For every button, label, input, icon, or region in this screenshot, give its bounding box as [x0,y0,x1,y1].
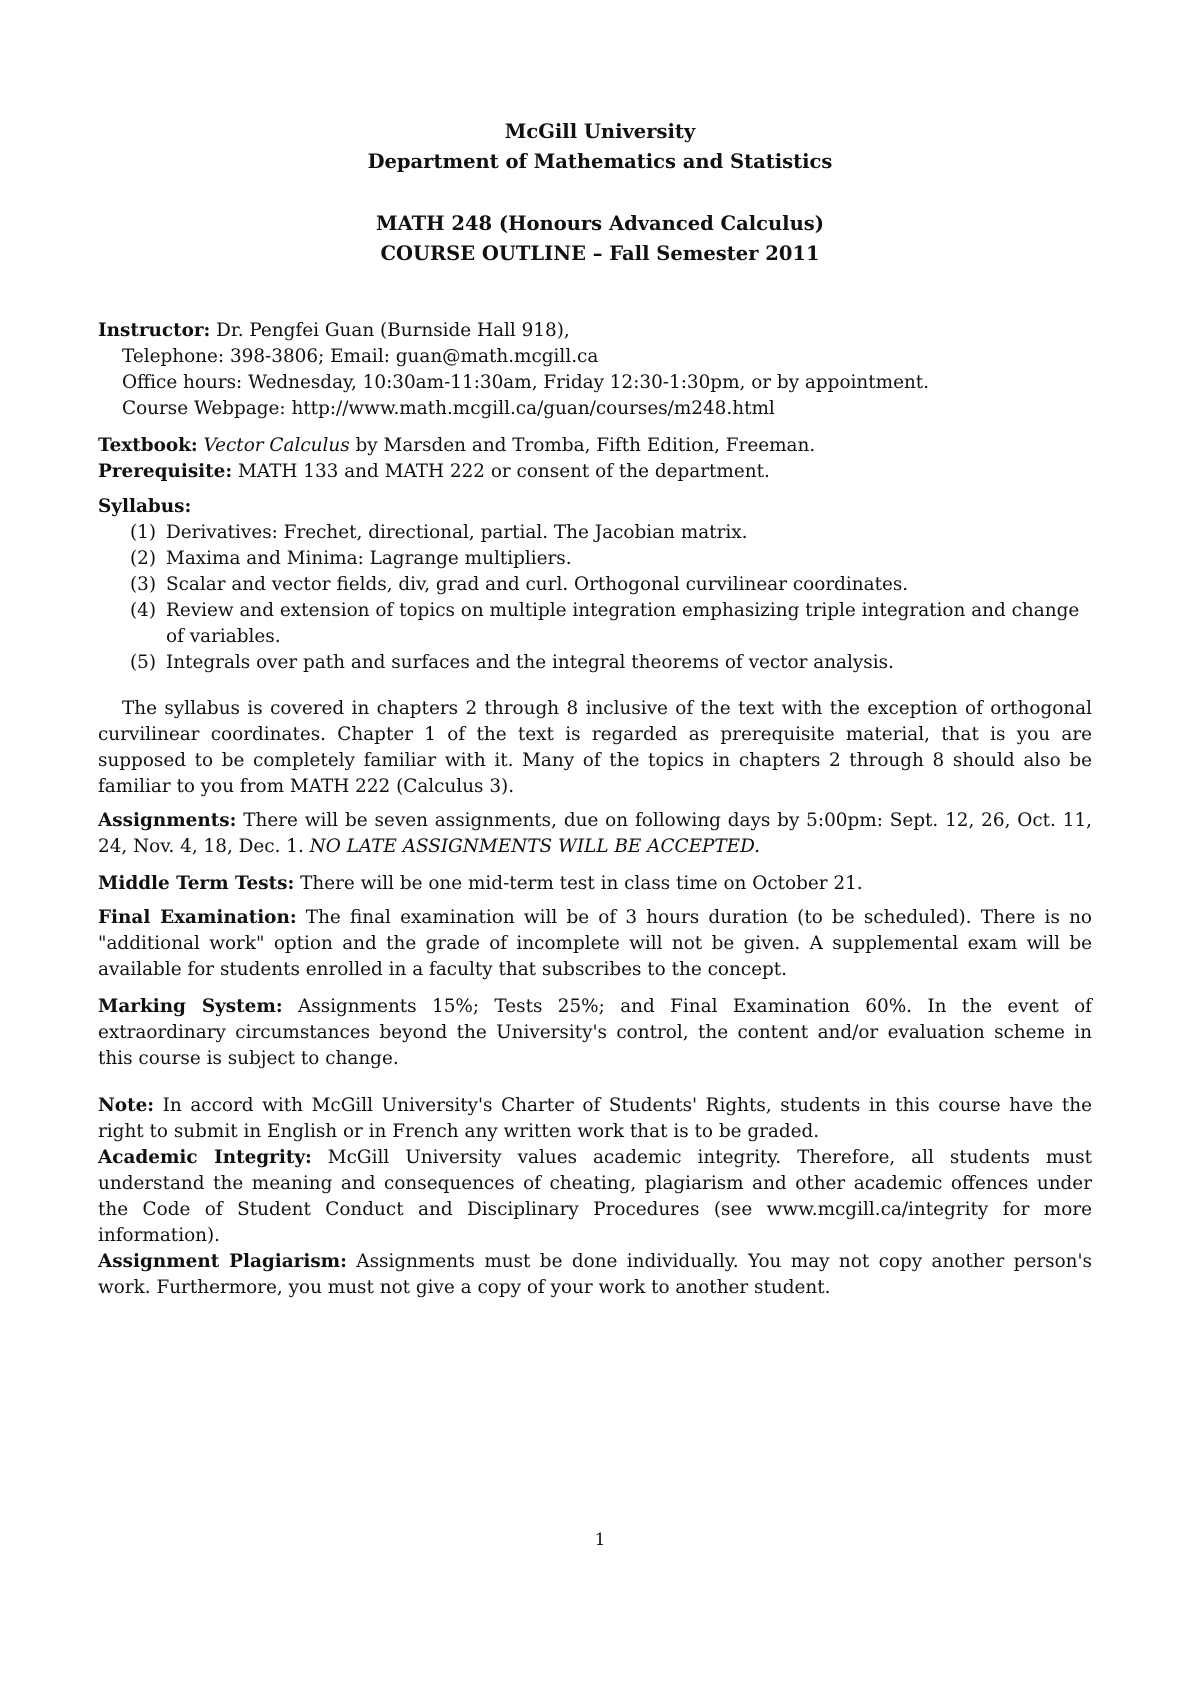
syllabus-item-number: (2) [130,548,157,569]
instructor-section [98,318,1092,422]
note-text: In accord with McGill University's Charter of Students' Rights, students in this course have the right to submit in English or in French any written work that is to be graded. [98,1095,1092,1142]
marking-label: Marking System: [98,996,283,1017]
university-name: McGill University [504,120,696,143]
policies-section [98,1093,1092,1301]
syllabus-item-number: (1) [130,522,157,543]
syllabus-item-number: (4) [130,600,157,621]
office-hours: Office hours: Wednesday, 10:30am-11:30am, Friday 12:30-1:30pm, or by appointment. [122,372,930,393]
plagiarism-label: Assignment Plagiarism: [98,1251,347,1272]
course-title: MATH 248 (Honours Advanced Calculus) [376,212,824,235]
syllabus-section [98,494,1092,676]
integrity-line [98,1145,1092,1249]
final-exam-line [98,905,1092,983]
instructor-label: Instructor: [98,320,211,341]
syllabus-label: Syllabus: [98,496,192,517]
plagiarism-line [98,1249,1092,1301]
syllabus-item-number: (3) [130,574,157,595]
midterm-text: There will be one mid-term test in class time on October 21. [294,873,863,894]
marking-line [98,994,1092,1072]
syllabus-item-text: Scalar and vector fields, div, grad and curl. Orthogonal curvilinear coordinates. [166,574,909,595]
syllabus-item [98,650,1092,676]
note-line [98,1093,1092,1145]
syllabus-item-text: Derivatives: Frechet, directional, partial. The Jacobian matrix. [166,522,748,543]
final-exam-label: Final Examination: [98,907,297,928]
marking-text: Assignments 15%; Tests 25%; and Final Examination 60%. In the event of extraordinary circumstances beyond the University's control, the content and/or evaluation scheme in this course is subject to change. [98,996,1092,1069]
instructor-contact: Telephone: 398-3806; Email: guan@math.mcgill.ca [122,346,599,367]
instructor-line [98,318,1092,344]
syllabus-item [98,572,1092,598]
page-number: 1 [594,1530,606,1550]
course-webpage: Course Webpage: http://www.math.mcgill.ca/guan/courses/m248.html [122,398,775,419]
syllabus-item-number: (5) [130,652,157,673]
syllabus-item-text: Maxima and Minima: Lagrange multipliers. [166,548,572,569]
final-exam-text: The final examination will be of 3 hours duration (to be scheduled). There is no "additional work" option and the grade of incomplete will not be given. A supplemental exam will be available for students enrolled in a faculty that subscribes to the concept. [98,907,1092,980]
textbook-details: by Marsden and Tromba, Fifth Edition, Freeman. [349,435,816,456]
integrity-text: McGill University values academic integrity. Therefore, all students must understand the meaning and consequences of cheating, plagiarism and other academic offences under the Code of Student Conduct and Disciplinary Procedures (see www.mcgill.ca/integrity for more information). [98,1147,1092,1246]
integrity-label: Academic Integrity: [98,1147,312,1168]
assignments-text: There will be seven assignments, due on following days by 5:00pm: Sept. 12, 26, Oct. 11, 24, Nov. 4, 18, Dec. 1. [98,810,1092,857]
prerequisite-label: Prerequisite: [98,461,233,482]
plagiarism-text: Assignments must be done individually. You may not copy another person's work. Furthermore, you must not give a copy of your work to another student. [98,1251,1092,1298]
late-warning: NO LATE ASSIGNMENTS WILL BE ACCEPTED. [309,836,761,857]
syllabus-item-text: Integrals over path and surfaces and the integral theorems of vector analysis. [166,652,894,673]
syllabus-coverage-text: The syllabus is covered in chapters 2 through 8 inclusive of the text with the exception of orthogonal curvilinear coordinates. Chapter 1 of the text is regarded as prerequisite material, that is you are supposed to be completely familiar with it. Many of the topics in chapters 2 through 8 should also be familiar to you from MATH 222 (Calculus 3). [98,698,1092,797]
textbook-label: Textbook: [98,435,198,456]
midterm-label: Middle Term Tests: [98,873,295,894]
midterm-line [98,871,1092,897]
syllabus-coverage [98,696,1092,800]
prerequisite-text: MATH 133 and MATH 222 or consent of the department. [232,461,770,482]
midterm-section [98,871,1092,897]
syllabus-item [98,546,1092,572]
instructor-text: Dr. Pengfei Guan (Burnside Hall 918), [210,320,570,341]
prerequisite-line [98,459,1092,485]
course-outline-heading: COURSE OUTLINE – Fall Semester 2011 [380,242,820,265]
textbook-section [98,433,1092,485]
marking-section [98,994,1092,1072]
textbook-title: Vector Calculus [203,435,350,456]
textbook-line [98,433,1092,459]
assignments-line [98,808,1092,860]
note-label: Note: [98,1095,155,1116]
department-name: Department of Mathematics and Statistics [367,150,833,173]
syllabus-item [98,598,1092,650]
syllabus-item-text: Review and extension of topics on multiple integration emphasizing triple integration and change of variables. [166,600,1080,647]
syllabus-item [98,520,1092,546]
syllabus-list [98,520,1092,676]
final-exam-section [98,905,1092,983]
assignments-label: Assignments: [98,810,237,831]
assignments-section [98,808,1092,860]
